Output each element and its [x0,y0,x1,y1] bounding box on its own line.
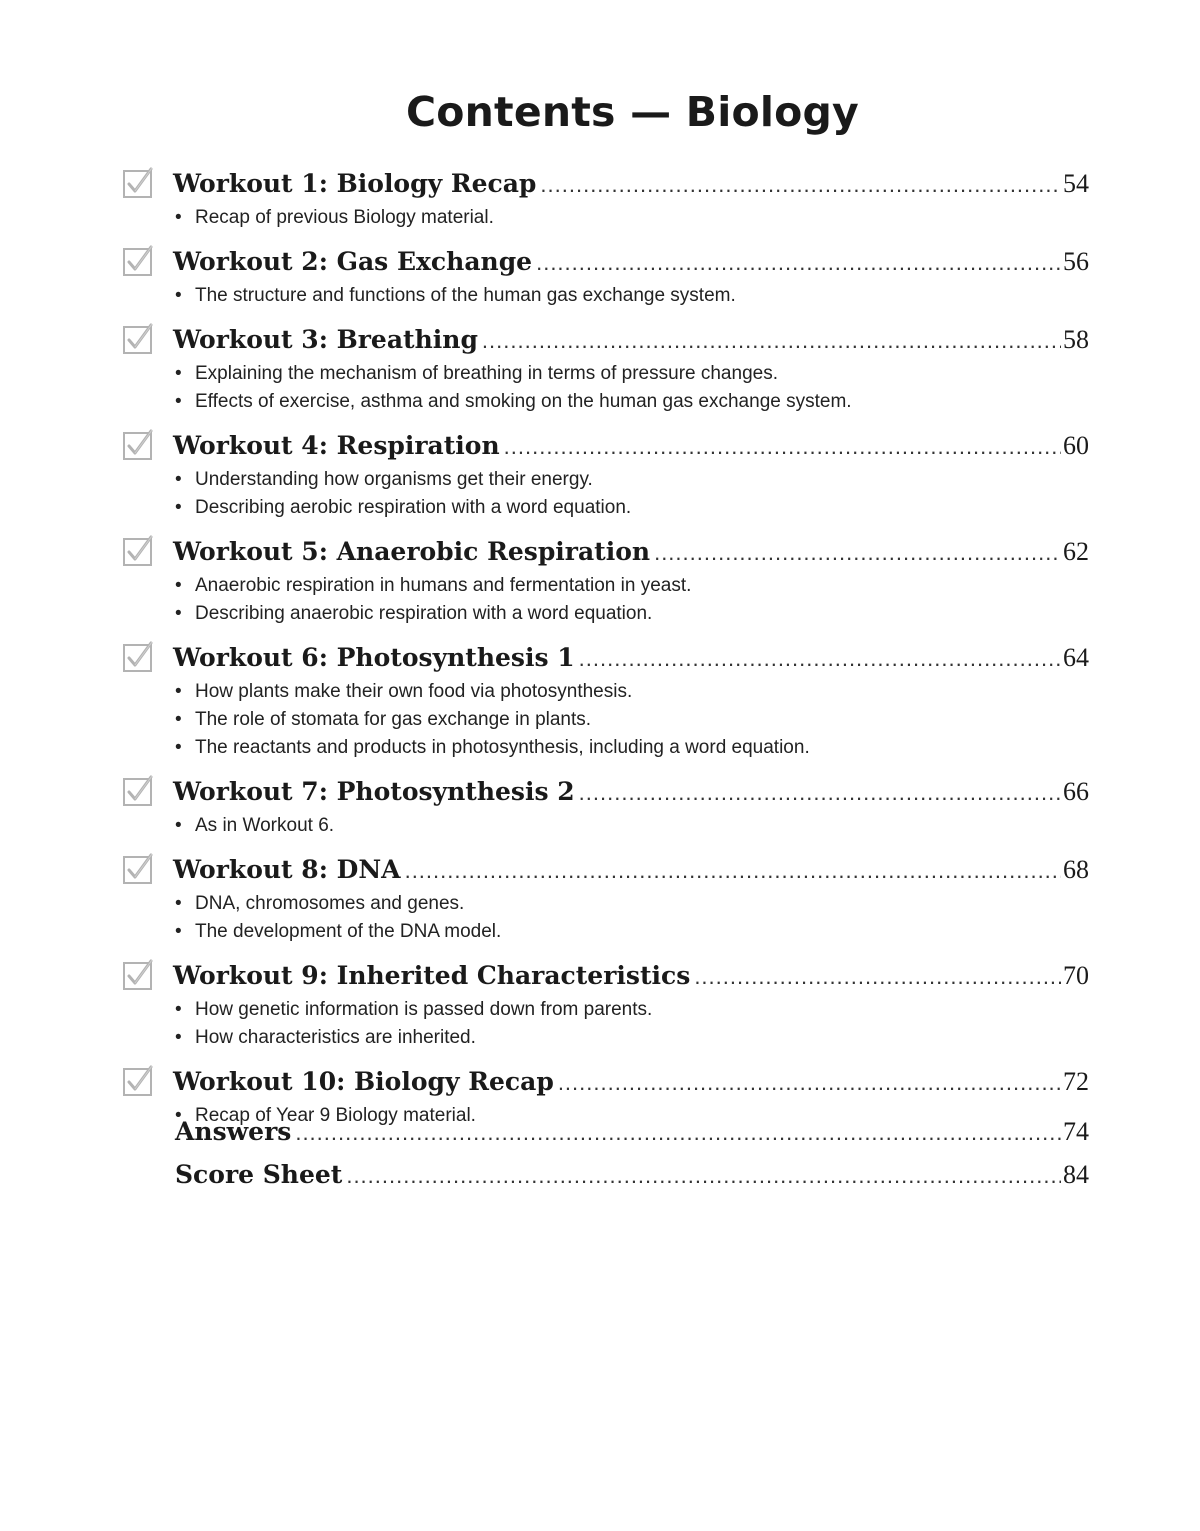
page-number: 64 [1063,643,1089,672]
dot-leader [579,773,1061,813]
toc-heading[interactable]: Workout 5: Anaerobic Respiration [173,537,651,566]
toc-entry [123,320,1089,416]
topic-bullet: • How characteristics are inherited. [173,1024,1089,1052]
topic-bullet: • How plants make their own food via photosynthesis. [173,678,1089,706]
toc-heading-row[interactable] [173,320,1089,360]
topic-bullet: • Recap of Year 9 Biology material. [173,1102,1089,1130]
toc-heading-row[interactable] [173,426,1089,466]
toc-heading[interactable]: Workout 7: Photosynthesis 2 [173,777,575,806]
topic-bullet: • Describing aerobic respiration with a word equation. [173,494,1089,522]
topic-bullet: • DNA, chromosomes and genes. [173,890,1089,918]
topic-list [173,204,1089,232]
topic-bullet: • The structure and functions of the human gas exchange system. [173,282,1089,310]
toc-entry [123,242,1089,310]
topic-list [173,996,1089,1052]
toc-heading[interactable]: Score Sheet [175,1160,343,1189]
topic-bullet: • Understanding how organisms get their energy. [173,466,1089,494]
topic-list [173,572,1089,628]
dot-leader [346,1154,1061,1197]
checkbox-checked-icon[interactable] [123,323,154,354]
checkbox-checked-icon[interactable] [123,959,154,990]
checkbox-checked-icon[interactable] [123,1065,154,1096]
toc-heading-row[interactable] [173,164,1089,204]
topic-bullet: • Effects of exercise, asthma and smoking on the human gas exchange system. [173,388,1089,416]
dot-leader [482,321,1061,361]
toc-heading[interactable]: Workout 2: Gas Exchange [173,247,533,276]
page-number: 58 [1063,325,1089,354]
toc-heading[interactable]: Workout 10: Biology Recap [173,1067,554,1096]
toc-heading-row[interactable] [173,1062,1089,1102]
toc-entry [123,638,1089,762]
dot-leader [558,1063,1061,1103]
toc-entry [123,164,1089,232]
topic-bullet: • Explaining the mechanism of breathing in terms of pressure changes. [173,360,1089,388]
page-number: 54 [1063,169,1089,198]
toc-extra-row[interactable] [175,1110,1089,1153]
checkbox-checked-icon[interactable] [123,535,154,566]
toc-heading[interactable]: Answers [175,1117,292,1146]
dot-leader [540,165,1061,205]
contents-list [123,164,1089,1140]
topic-bullet: • The reactants and products in photosynthesis, including a word equation. [173,734,1089,762]
toc-entry [123,532,1089,628]
toc-heading[interactable]: Workout 4: Respiration [173,431,500,460]
toc-extra-row[interactable] [175,1153,1089,1196]
topic-list [173,360,1089,416]
toc-heading-row[interactable] [173,956,1089,996]
page-number: 74 [1063,1117,1089,1146]
checkbox-checked-icon[interactable] [123,853,154,884]
toc-entry [123,426,1089,522]
page-number: 60 [1063,431,1089,460]
page-number: 56 [1063,247,1089,276]
page-number: 72 [1063,1067,1089,1096]
toc-heading-row[interactable] [173,638,1089,678]
topic-list [173,466,1089,522]
topic-bullet: • How genetic information is passed down from parents. [173,996,1089,1024]
topic-bullet: • Describing anaerobic respiration with a word equation. [173,600,1089,628]
page-number: 84 [1063,1160,1089,1189]
topic-bullet: • Recap of previous Biology material. [173,204,1089,232]
toc-heading[interactable]: Workout 8: DNA [173,855,401,884]
toc-entry [123,850,1089,946]
topic-bullet: • As in Workout 6. [173,812,1089,840]
page-number: 68 [1063,855,1089,884]
page-number: 70 [1063,961,1089,990]
dot-leader [654,533,1061,573]
toc-entry [123,956,1089,1052]
toc-heading-row[interactable] [173,532,1089,572]
extras-list [175,1110,1089,1196]
page-number: 66 [1063,777,1089,806]
checkbox-checked-icon[interactable] [123,429,154,460]
page-title: Contents — Biology [406,88,859,136]
toc-heading-row[interactable] [173,850,1089,890]
topic-bullet: • The development of the DNA model. [173,918,1089,946]
topic-bullet: • Anaerobic respiration in humans and fermentation in yeast. [173,572,1089,600]
topic-list [173,812,1089,840]
topic-list [173,890,1089,946]
dot-leader [579,639,1061,679]
toc-heading-row[interactable] [173,242,1089,282]
dot-leader [295,1111,1061,1154]
topic-list [173,282,1089,310]
topic-bullet: • The role of stomata for gas exchange in plants. [173,706,1089,734]
toc-heading[interactable]: Workout 6: Photosynthesis 1 [173,643,575,672]
dot-leader [504,427,1061,467]
checkbox-checked-icon[interactable] [123,167,154,198]
toc-heading[interactable]: Workout 3: Breathing [173,325,478,354]
dot-leader [694,957,1061,997]
checkbox-checked-icon[interactable] [123,641,154,672]
checkbox-checked-icon[interactable] [123,245,154,276]
toc-entry [123,772,1089,840]
checkbox-checked-icon[interactable] [123,775,154,806]
dot-leader [405,851,1061,891]
toc-heading[interactable]: Workout 9: Inherited Characteristics [173,961,691,990]
toc-heading[interactable]: Workout 1: Biology Recap [173,169,537,198]
topic-list [173,678,1089,762]
toc-heading-row[interactable] [173,772,1089,812]
page-number: 62 [1063,537,1089,566]
dot-leader [536,243,1061,283]
